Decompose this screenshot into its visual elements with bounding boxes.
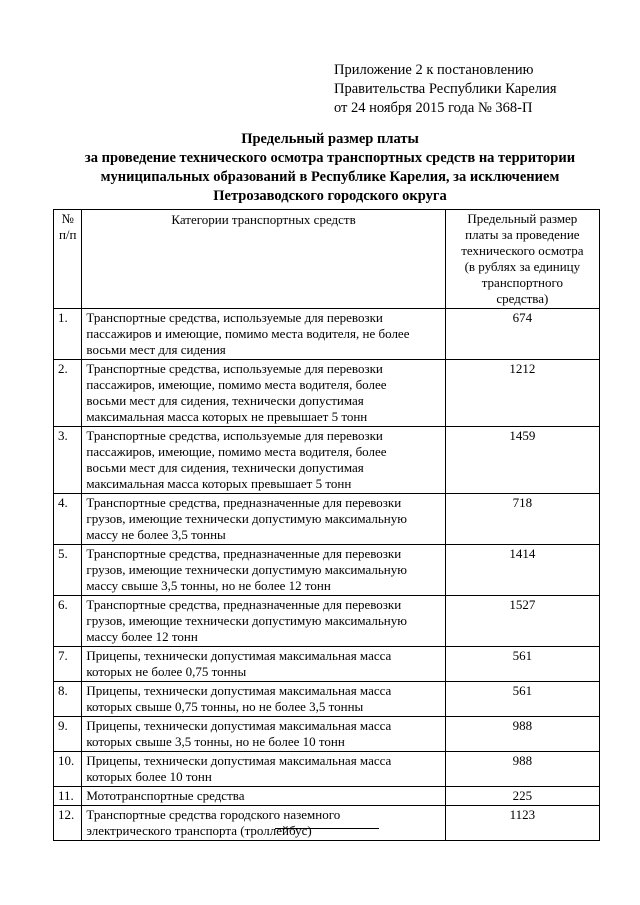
row-category-line: Транспортные средства городского наземного (86, 807, 341, 822)
row-price: 225 (445, 787, 599, 806)
table-row (54, 787, 600, 806)
row-category-line: Транспортные средства, используемые для перевозки (86, 310, 383, 325)
row-category-line: грузов, имеющие технически допустимую максимальную (86, 511, 407, 526)
row-category (82, 360, 445, 427)
separator-line (275, 828, 379, 829)
title-line: Предельный размер платы (241, 131, 419, 147)
header-price-line: (в рублях за единицу (464, 259, 581, 274)
row-category-line: пассажиров, имеющие, помимо места водителя, более (86, 444, 387, 459)
row-category-line: максимальная масса которых превышает 5 тонн (86, 476, 352, 491)
title-line: за проведение технического осмотра транспортных средств на территории (84, 150, 576, 166)
table-row (54, 545, 600, 596)
row-category (82, 787, 445, 806)
row-category-line: восьми мест для сидения, технически допустимая (86, 393, 364, 408)
row-category-line: пассажиров, имеющие, помимо места водителя, более (86, 377, 387, 392)
row-category-line: грузов, имеющие технически допустимую максимальную (86, 613, 407, 628)
row-price: 561 (445, 682, 599, 717)
table-row (54, 360, 600, 427)
table-row (54, 427, 600, 494)
row-category-line: массу более 12 тонн (86, 629, 198, 644)
row-price: 1123 (445, 806, 599, 841)
row-category-line: Прицепы, технически допустимая максимальная масса (86, 683, 392, 698)
row-number: 5. (54, 545, 82, 596)
row-category (82, 682, 445, 717)
row-category-line: Транспортные средства, используемые для перевозки (86, 361, 383, 376)
row-price: 988 (445, 717, 599, 752)
table-body (54, 309, 600, 841)
table-row (54, 309, 600, 360)
row-price: 674 (445, 309, 599, 360)
header-price-line: транспортного (481, 275, 563, 290)
header-number-line: № (61, 211, 74, 226)
row-number: 3. (54, 427, 82, 494)
row-category (82, 427, 445, 494)
header-price-line: технического осмотра (461, 243, 584, 258)
row-category-line: восьми мест для сидения, технически допустимая (86, 460, 364, 475)
header-price-line: Предельный размер (467, 211, 578, 226)
row-category-line: грузов, имеющие технически допустимую максимальную (86, 562, 407, 577)
row-number: 10. (54, 752, 82, 787)
appendix-header (334, 61, 557, 118)
row-price: 1459 (445, 427, 599, 494)
row-number: 11. (54, 787, 82, 806)
row-price: 1527 (445, 596, 599, 647)
row-category-line: которых свыше 0,75 тонны, но не более 3,5 тонны (86, 699, 364, 714)
row-category (82, 494, 445, 545)
row-number: 4. (54, 494, 82, 545)
row-category-line: которых более 10 тонн (86, 769, 212, 784)
row-category (82, 647, 445, 682)
header-number-line: п/п (58, 227, 77, 242)
row-price: 988 (445, 752, 599, 787)
table-row (54, 806, 600, 841)
header-category: Категории транспортных средств (82, 210, 445, 309)
row-category (82, 717, 445, 752)
row-category-line: Транспортные средства, предназначенные для перевозки (86, 546, 402, 561)
row-category-line: Транспортные средства, используемые для перевозки (86, 428, 383, 443)
document-title (40, 130, 620, 206)
row-category-line: массу свыше 3,5 тонны, но не более 12 тонн (86, 578, 331, 593)
table-row (54, 647, 600, 682)
table-row (54, 752, 600, 787)
row-category-line: пассажиров и имеющие, помимо места водителя, не более (86, 326, 410, 341)
row-category (82, 806, 445, 841)
row-category-line: которых свыше 3,5 тонны, но не более 10 тонн (86, 734, 345, 749)
row-category-line: Прицепы, технически допустимая максимальная масса (86, 718, 392, 733)
row-number: 1. (54, 309, 82, 360)
header-line: от 24 ноября 2015 года № 368-П (334, 100, 533, 116)
row-number: 9. (54, 717, 82, 752)
row-category-line: Прицепы, технически допустимая максимальная масса (86, 648, 392, 663)
row-category-line: восьми мест для сидения (86, 342, 226, 357)
row-category-line: максимальная масса которых не превышает 5 тонн (86, 409, 368, 424)
table-row (54, 682, 600, 717)
header-line: Правительства Республики Карелия (334, 81, 557, 97)
header-price (445, 210, 599, 309)
row-number: 8. (54, 682, 82, 717)
header-price-line: средства) (496, 291, 549, 306)
row-category-line: массу не более 3,5 тонны (86, 527, 226, 542)
header-price-line: платы за проведение (465, 227, 580, 242)
table-row (54, 717, 600, 752)
table-row (54, 494, 600, 545)
row-category-line: которых не более 0,75 тонны (86, 664, 247, 679)
row-category-line: электрического транспорта (троллейбус) (86, 823, 312, 838)
header-line: Приложение 2 к постановлению (334, 62, 534, 78)
row-price: 718 (445, 494, 599, 545)
row-price: 1212 (445, 360, 599, 427)
row-number: 2. (54, 360, 82, 427)
row-category-line: Мототранспортные средства (86, 788, 245, 803)
row-number: 6. (54, 596, 82, 647)
header-number (54, 210, 82, 309)
row-category (82, 309, 445, 360)
row-category-line: Транспортные средства, предназначенные для перевозки (86, 495, 402, 510)
fee-table (53, 209, 600, 841)
row-category (82, 596, 445, 647)
row-number: 7. (54, 647, 82, 682)
row-price: 1414 (445, 545, 599, 596)
row-category-line: Транспортные средства, предназначенные для перевозки (86, 597, 402, 612)
row-price: 561 (445, 647, 599, 682)
table-row (54, 596, 600, 647)
row-number: 12. (54, 806, 82, 841)
row-category (82, 752, 445, 787)
row-category-line: Прицепы, технически допустимая максимальная масса (86, 753, 392, 768)
table-header-row (54, 210, 600, 309)
row-category (82, 545, 445, 596)
title-line: муниципальных образований в Республике Карелия, за исключением (100, 169, 560, 185)
title-line: Петрозаводского городского округа (213, 188, 447, 204)
